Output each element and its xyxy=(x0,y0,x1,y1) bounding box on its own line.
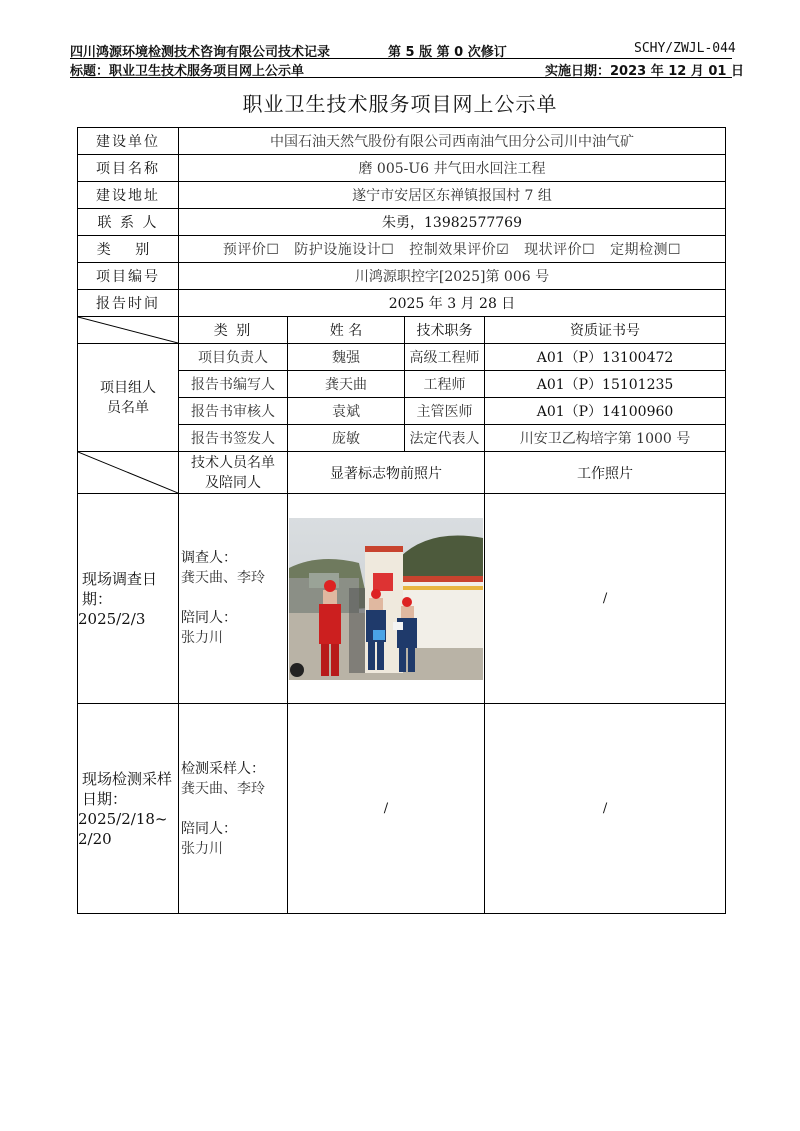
row-type xyxy=(78,236,726,263)
sampling-row xyxy=(78,704,726,914)
staff-title: 工程师 xyxy=(405,371,485,398)
date-value: 2025 年 3 月 28 日 xyxy=(179,290,726,317)
samplers: 龚天曲、李玲 xyxy=(181,780,265,797)
option-periodic-testing[interactable]: 定期检测☐ xyxy=(610,242,682,258)
survey-date-label: 现场调查日期： xyxy=(82,569,158,608)
version-label: 第 5 版 第 0 次修订 xyxy=(388,45,507,60)
unit-value: 中国石油天然气股份有限公司西南油气田分公司川中油气矿 xyxy=(179,128,726,155)
staff-name: 庞敏 xyxy=(288,425,405,452)
staff-diagonal-cell xyxy=(78,317,179,344)
survey-date-cell xyxy=(78,494,179,704)
companion: 张力川 xyxy=(181,840,223,857)
sampling-date-cell xyxy=(78,704,179,914)
row-date xyxy=(78,290,726,317)
staff-role: 报告书签发人 xyxy=(179,425,288,452)
staff-cert: A01（P）13100472 xyxy=(485,344,726,371)
tech-staff-header: 技术人员名单及陪同人 xyxy=(179,452,288,494)
staff-row xyxy=(78,344,726,371)
option-protection-design[interactable]: 防护设施设计☐ xyxy=(294,242,395,258)
survey-row xyxy=(78,494,726,704)
option-pre-evaluation[interactable]: 预评价☐ xyxy=(222,242,280,258)
staff-role: 项目负责人 xyxy=(179,344,288,371)
sign-photo-cell xyxy=(288,494,485,704)
address-value: 遂宁市安居区东禅镇报国村 7 组 xyxy=(179,182,726,209)
company-record-label: 四川鸿源环境检测技术咨询有限公司技术记录 xyxy=(70,45,331,60)
work-photo-header: 工作照片 xyxy=(485,452,726,494)
disclosure-table xyxy=(77,127,726,914)
companion-label: 陪同人： xyxy=(181,609,237,626)
staff-type-header: 类 别 xyxy=(179,317,288,344)
sign-photo-header: 显著标志物前照片 xyxy=(288,452,485,494)
contact-label: 联 系 人 xyxy=(78,209,179,236)
header-divider-bottom xyxy=(70,77,732,78)
doc-code: SCHY/ZWJL-044 xyxy=(634,41,736,56)
effective-date: 实施日期：2023 年 12 月 01 日 xyxy=(545,64,744,79)
survey-date: 2025/2/3 xyxy=(78,609,146,628)
staff-group-label: 项目组人员名单 xyxy=(78,344,179,452)
header-title-line: 标题：职业卫生技术服务项目网上公示单 xyxy=(70,64,305,79)
investigators: 龚天曲、李玲 xyxy=(181,569,265,586)
type-label: 类 别 xyxy=(78,236,179,263)
companion-label: 陪同人： xyxy=(181,820,237,837)
date-label: 报告时间 xyxy=(78,290,179,317)
unit-label: 建设单位 xyxy=(78,128,179,155)
sampler-label: 检测采样人： xyxy=(181,760,265,777)
staff-name: 龚天曲 xyxy=(288,371,405,398)
row-contact xyxy=(78,209,726,236)
staff-role: 报告书编写人 xyxy=(179,371,288,398)
sampling-work-photo: / xyxy=(485,704,726,914)
staff-cert-header: 资质证书号 xyxy=(485,317,726,344)
companion: 张力川 xyxy=(181,629,223,646)
staff-cert: 川安卫乙构培字第 1000 号 xyxy=(485,425,726,452)
row-unit xyxy=(78,128,726,155)
staff-name-header: 姓 名 xyxy=(288,317,405,344)
survey-work-photo: / xyxy=(485,494,726,704)
sampling-sign-photo: / xyxy=(288,704,485,914)
investigator-label: 调查人： xyxy=(181,549,237,566)
sampling-people-cell xyxy=(179,704,288,914)
staff-cert: A01（P）14100960 xyxy=(485,398,726,425)
sign-photo xyxy=(289,518,483,680)
staff-header-row xyxy=(78,317,726,344)
option-control-effect-checked[interactable]: 控制效果评价☑ xyxy=(409,242,510,258)
contact-value: 朱勇，13982577769 xyxy=(179,209,726,236)
diagonal-line xyxy=(78,317,178,343)
address-label: 建设地址 xyxy=(78,182,179,209)
staff-title-header: 技术职务 xyxy=(405,317,485,344)
name-value: 磨 005-U6 井气田水回注工程 xyxy=(179,155,726,182)
option-status-evaluation[interactable]: 现状评价☐ xyxy=(524,242,596,258)
page-title: 职业卫生技术服务项目网上公示单 xyxy=(242,92,558,116)
sampling-date: 2025/2/18~2/20 xyxy=(78,809,168,848)
header-divider xyxy=(70,58,732,59)
diagonal-line xyxy=(78,452,178,493)
staff-name: 魏强 xyxy=(288,344,405,371)
photos-header-row xyxy=(78,452,726,494)
photos-diagonal-cell xyxy=(78,452,179,494)
sampling-date-label: 现场检测采样日期： xyxy=(82,769,173,808)
row-code xyxy=(78,263,726,290)
staff-title: 主管医师 xyxy=(405,398,485,425)
staff-name: 袁斌 xyxy=(288,398,405,425)
staff-role: 报告书审核人 xyxy=(179,398,288,425)
name-label: 项目名称 xyxy=(78,155,179,182)
code-value: 川鸿源职控字[2025]第 006 号 xyxy=(179,263,726,290)
staff-title: 高级工程师 xyxy=(405,344,485,371)
survey-people-cell xyxy=(179,494,288,704)
staff-cert: A01（P）15101235 xyxy=(485,371,726,398)
type-options xyxy=(179,236,726,263)
row-address xyxy=(78,182,726,209)
site-photo-image xyxy=(289,518,483,680)
row-name xyxy=(78,155,726,182)
code-label: 项目编号 xyxy=(78,263,179,290)
staff-title: 法定代表人 xyxy=(405,425,485,452)
